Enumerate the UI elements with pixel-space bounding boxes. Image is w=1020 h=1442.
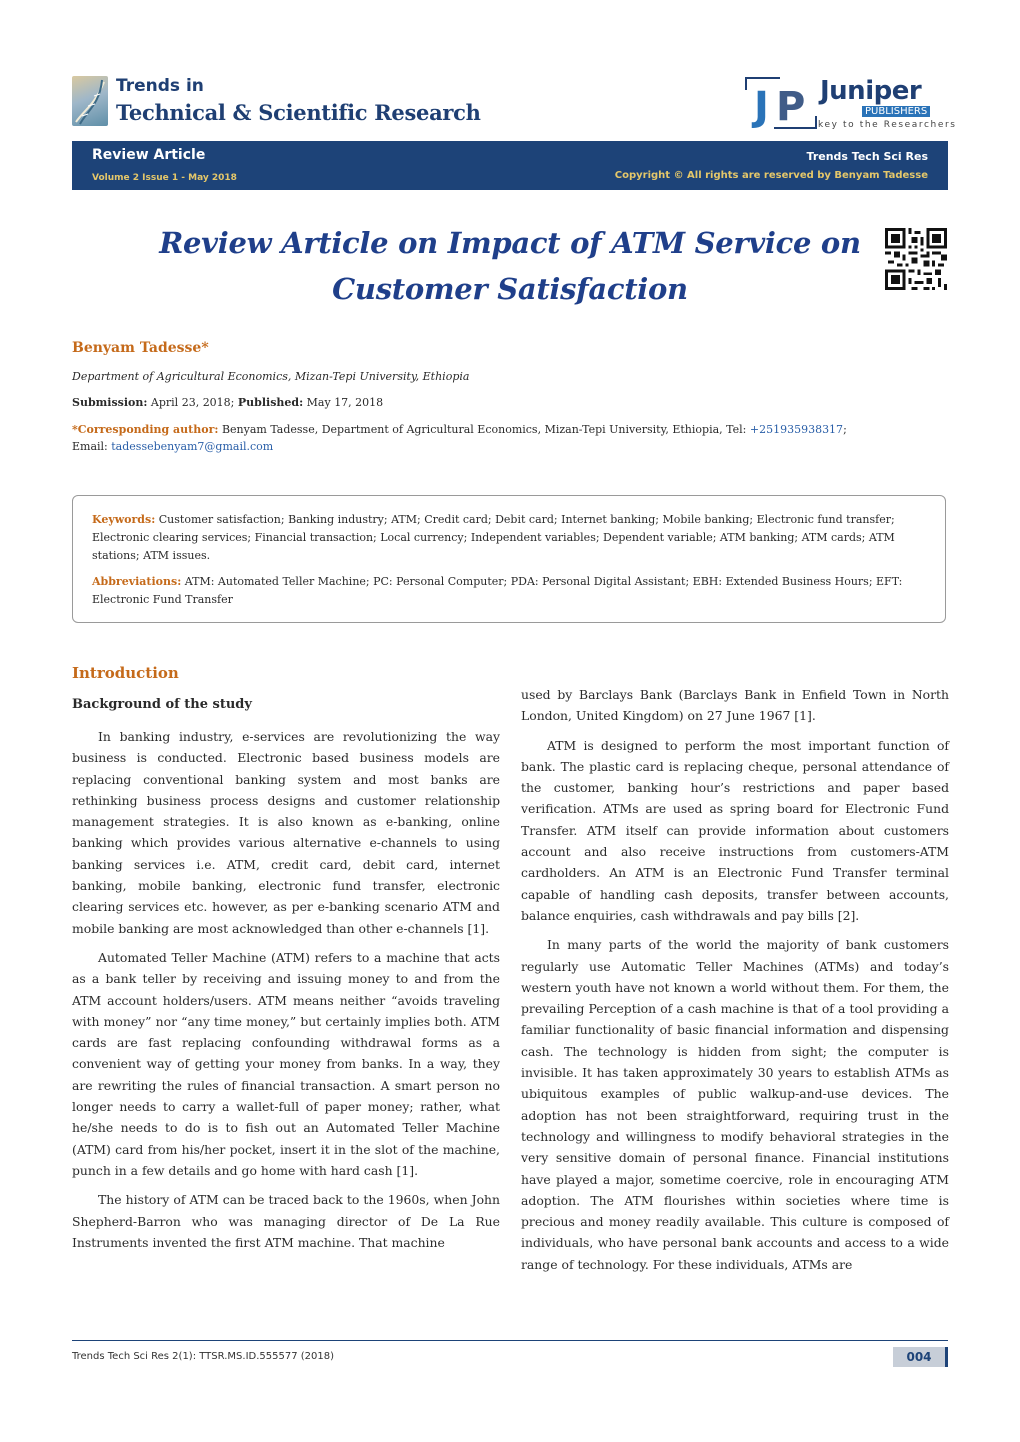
dna-strand-icon xyxy=(72,76,108,126)
published-date: May 17, 2018 xyxy=(306,396,384,409)
page-number: 004 xyxy=(893,1347,948,1367)
abbreviations-text: ATM: Automated Teller Machine; PC: Personal Computer; PDA: Personal Digital Assistant; EBH: Extended Business Hours; EFT: Electronic Fund Transfer xyxy=(92,575,903,606)
publisher-tagline: key to the Researchers xyxy=(818,120,957,130)
svg-text:J: J xyxy=(754,84,769,130)
journal-logo-image xyxy=(72,76,108,126)
paragraph: In many parts of the world the majority of bank customers regularly use Automatic Teller Machines (ATMs) and today’s western youth have not known a world without them. For them, the prevailing Perception of a cash machine is that of a tool providing a familiar functionality of basic financial information and dispensing cash. The technology is hidden from sight; the computer is invisible. It has taken approximately 30 years to establish ATMs as ubiquitous examples of public walkup-and-use devices. The adoption has not been straightforward, requiring trust in the technology and willingness to modify behavioral strategies in the very sensitive domain of personal finance. Financial institutions have played a major, sometime coercive, role in encouraging ATM adoption. The ATM flourishes within societies where time is precious and money readily available. This culture is composed of individuals, who have personal bank accounts and access to a wide range of technology. For these individuals, ATMs are xyxy=(521,937,949,1272)
submission-date: April 23, 2018; xyxy=(150,396,235,409)
right-column xyxy=(521,684,949,1283)
keywords xyxy=(92,511,932,565)
email-link[interactable]: tadessebenyam7@gmail.com xyxy=(111,440,274,453)
paragraph: Automated Teller Machine (ATM) refers to a machine that acts as a bank teller by receiving and issuing money to and from the ATM account holders/users. ATM means neither “avoids traveling with money” nor “any time money,” but certainly implies both. ATM cards are fast replacing confounding withdrawal forms as a convenient way of getting your money from banks. In a way, they are rewriting the rules of financial transaction. A smart person no longer needs to carry a wallet-full of paper money; rather, what he/she needs to do is to fish out an Automated Teller Machine (ATM) card from his/her pocket, insert it in the slot of the machine, punch in a few details and go home with hard cash [1]. xyxy=(72,949,500,1178)
published-label: Published: xyxy=(237,396,304,409)
author-affiliation: Department of Agricultural Economics, Mizan-Tepi University, Ethiopia xyxy=(72,370,470,383)
left-column xyxy=(72,726,500,1261)
email-label: Email: xyxy=(72,440,108,453)
abbreviations xyxy=(92,573,932,609)
publisher-sub: PUBLISHERS xyxy=(862,106,930,117)
corresponding-label: *Corresponding author: xyxy=(72,423,219,436)
paragraph: ATM is designed to perform the most important function of bank. The plastic card is replacing cheque, personal attendance of the customer, banking hour’s restrictions and paper based verification. ATMs are used as spring board for Electronic Fund Transfer. ATM itself can provide information about customers account and also receive instructions from customers-ATM cardholders. An ATM is an Electronic Fund Transfer terminal capable of handling cash deposits, transfer between accounts, balance enquiries, cash withdrawals and pay bills [2]. xyxy=(521,737,949,923)
subsection-heading: Background of the study xyxy=(72,697,252,712)
article-title: Review Article on Impact of ATM Service on Customer Satisfaction xyxy=(159,226,861,306)
paragraph: In banking industry, e-services are revolutionizing the way business is conducted. Electronic based business models are replacing conventional banking system and most banks are rethinking business process designs and customer relationship management strategies. It is also known as e-banking, online banking which provides various alternative e-channels to using banking services i.e. ATM, credit card, debit card, internet banking, mobile banking, electronic fund transfer, electronic clearing services etc. however, as per e-banking scenario ATM and mobile banking are most acknowledged than other e-channels [1]. xyxy=(72,729,500,936)
corresponding-author: *Corresponding author: Benyam Tadesse, Department of Agricultural Economics, Mizan-Tepi University, Ethiopia, Tel: +251935938317; Email: tadessebenyam7@gmail.com xyxy=(72,423,847,453)
paragraph: The history of ATM can be traced back to the 1960s, when John Shepherd-Barron who was managing director of De La Rue Instruments invented the first ATM machine. That machine xyxy=(72,1192,500,1250)
copyright-notice: Copyright © All rights are reserved by Benyam Tadesse xyxy=(614,170,928,181)
journal-name-line2: Technical & Scientific Research xyxy=(116,100,481,125)
footer-citation: Trends Tech Sci Res 2(1): TTSR.MS.ID.555577 (2018) xyxy=(72,1351,334,1362)
svg-text:P: P xyxy=(776,84,806,130)
submission-label: Submission: xyxy=(72,396,148,409)
abbreviations-label: Abbreviations: xyxy=(92,575,182,588)
keywords-label: Keywords: xyxy=(92,513,156,526)
article-type: Review Article xyxy=(92,147,206,163)
footer-rule xyxy=(72,1340,948,1341)
section-heading: Introduction xyxy=(72,664,179,682)
paragraph: used by Barclays Bank (Barclays Bank in Enfield Town in North London, United Kingdom) on 27 June 1967 [1]. xyxy=(521,687,949,724)
volume-issue: Volume 2 Issue 1 - May 2018 xyxy=(92,173,237,183)
publisher-name: Juniper xyxy=(820,76,922,106)
journal-name-line1: Trends in xyxy=(116,76,204,96)
juniper-jp-logo-icon xyxy=(740,76,818,130)
corresponding-text: Benyam Tadesse, Department of Agricultural Economics, Mizan-Tepi University, Ethiopia, Tel: xyxy=(221,423,747,436)
author-name: Benyam Tadesse* xyxy=(72,340,209,356)
article-dates xyxy=(72,396,383,409)
keywords-text: Customer satisfaction; Banking industry; ATM; Credit card; Debit card; Internet banking; Mobile banking; Electronic fund transfer; Electronic clearing services; Financial transaction; Local currency; Independent variables; Dependent variable; ATM banking; ATM cards; ATM stations; ATM issues. xyxy=(92,513,895,562)
corresponding-phone-link[interactable]: +251935938317 xyxy=(749,423,844,436)
qr-code-icon[interactable] xyxy=(885,228,947,290)
journal-abbreviation: Trends Tech Sci Res xyxy=(806,150,928,163)
